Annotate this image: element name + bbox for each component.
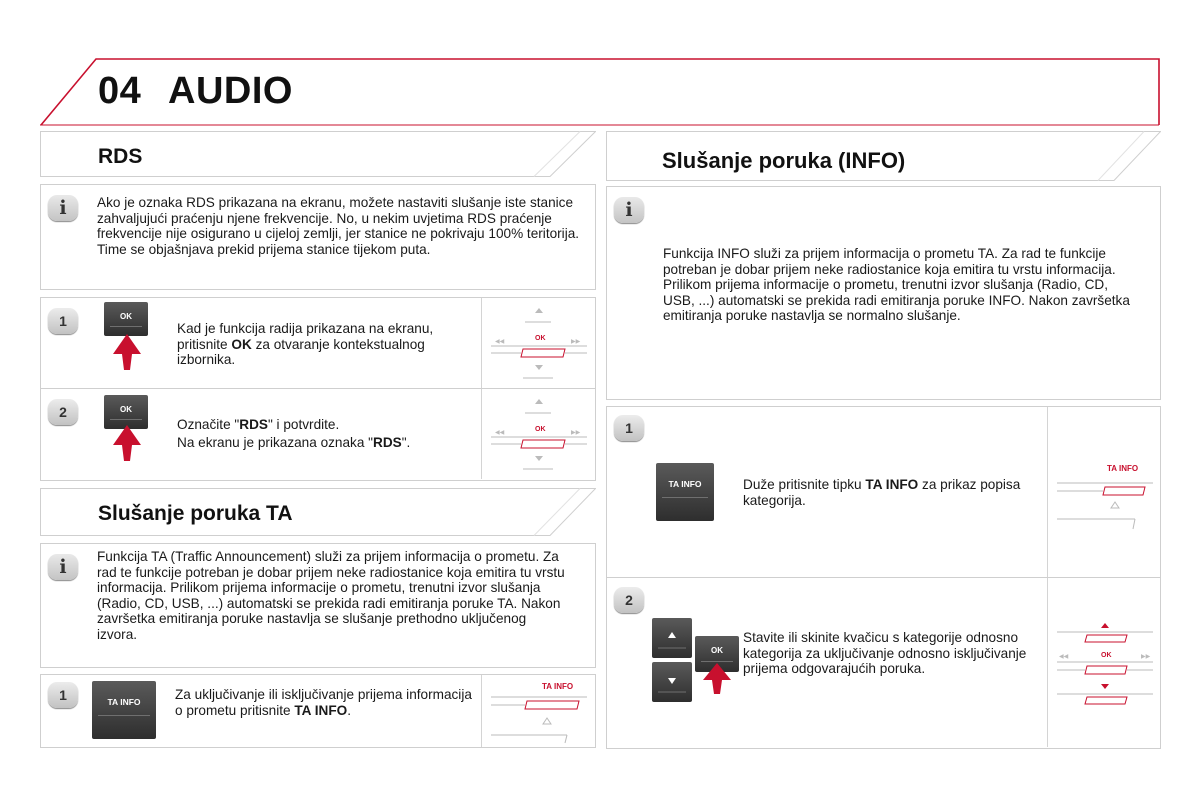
ok-button-label: OK (120, 312, 132, 321)
divider (481, 298, 482, 388)
rds-step-2-text (177, 416, 477, 452)
ok-display-diagram (487, 302, 591, 384)
svg-text:▶▶: ▶▶ (1141, 653, 1151, 660)
info-icon: i (614, 197, 644, 223)
press-arrow-icon (702, 662, 732, 696)
info-section-header (606, 131, 1161, 181)
ok-display-diagram (487, 393, 591, 475)
divider (481, 389, 482, 479)
up-arrow-icon (652, 618, 692, 658)
display-ok-label: OK (535, 426, 546, 433)
text-part: ". (401, 435, 411, 450)
ta-info-box (40, 543, 596, 668)
divider (481, 675, 482, 747)
rds-info-box (40, 184, 596, 290)
chapter-number: 04 (98, 70, 142, 112)
info-info-box (606, 186, 1161, 400)
rds-title: RDS (98, 145, 143, 168)
info-icon: i (48, 195, 78, 221)
rds-step-1 (40, 297, 596, 389)
info-step-1 (606, 406, 1161, 578)
step-number: 2 (48, 399, 78, 425)
up-button[interactable] (652, 618, 692, 658)
press-arrow-icon (112, 332, 142, 372)
info-step-1-text (743, 477, 1043, 508)
text-part: Kad je funkcija radija prikazana na ekranu, pritisnite (177, 321, 434, 352)
text-bold: RDS (373, 435, 402, 450)
ta-section-header (40, 488, 596, 536)
info-icon: i (48, 554, 78, 580)
text-part: za otvaranje kontekstualnog izbornika. (177, 336, 425, 368)
svg-text:◀◀: ◀◀ (1059, 653, 1069, 660)
button-edge (98, 715, 150, 716)
svg-text:◀◀: ◀◀ (495, 429, 505, 436)
text-part: Duže pritisnite tipku (743, 477, 866, 492)
info-title: Slušanje poruka (INFO) (662, 148, 906, 173)
ta-step-1-text (175, 687, 475, 718)
display-ok-label: OK (1101, 652, 1112, 659)
text-bold: TA INFO (294, 702, 348, 718)
button-edge (110, 419, 142, 420)
step-number: 2 (614, 587, 644, 613)
text-part: za prikaz popisa kategorija. (743, 477, 1021, 508)
ta-info-button-label: TA INFO (668, 479, 702, 489)
chapter-title: AUDIO (168, 70, 293, 112)
display-ta-info-label: TA INFO (1107, 464, 1139, 473)
text-part: Označite " (177, 417, 240, 432)
rds-step-1-text (177, 321, 447, 368)
ok-button-label: OK (711, 646, 723, 655)
svg-text:▶▶: ▶▶ (571, 338, 581, 345)
rds-step-2-line-1 (177, 416, 477, 434)
step-number: 1 (48, 682, 78, 708)
info-step-2-text: Stavite ili skinite kvačicu s kategorije odnosno kategorija za uključivanje odnosno isključivanje prijema odgovarajućih poruka. (743, 630, 1027, 677)
ta-info-button[interactable] (656, 463, 714, 521)
ok-button-label: OK (120, 405, 132, 414)
button-edge (662, 497, 708, 498)
text-part: Za uključivanje ili isključivanje prijema informacija o prometu pritisnite (175, 687, 472, 718)
step-number: 1 (48, 308, 78, 334)
text-part: Na ekranu je prikazana oznaka " (177, 435, 374, 450)
rds-info-text: Ako je oznaka RDS prikazana na ekranu, možete nastaviti slušanje iste stanice zahvaljujući praćenju njene frekvencije. No, u nekim uvjetima RDS praćenje frekvencije nije osigurano u cijeloj zemlji, jer stanice ne pokrivaju 100% teritorija. Time se objašnjava prekid prijema stanice tijekom puta. (97, 195, 580, 257)
chapter-header (40, 58, 1160, 126)
rds-step-2-line-2 (177, 434, 477, 452)
text-part: . (347, 702, 352, 718)
divider (1047, 407, 1048, 577)
info-info-text: Funkcija INFO služi za prijem informacija o prometu TA. Za rad te funkcije potreban je dobar prijem neke radiostanice koja emitira tu vrstu informacija. Prilikom prijema informacije o prometu, trenutni izvor slušanja (Radio, CD, USB, ...) automatski se prekida radi emitiranja poruke INFO. Nakon završetka emitiranja poruke nastavlja se normalno slušanje. (663, 246, 1130, 324)
divider (1047, 578, 1048, 747)
step-number: 1 (614, 415, 644, 441)
ta-info-text: Funkcija TA (Traffic Announcement) služi za prijem informacija o prometu. Za rad te funkcije potreban je dobar prijem neke radiostanice koja emitira tu vrstu informacija. Prilikom prijema informacije o prometu, trenutni izvor slušanja (Radio, CD, USB, ...) automatski se prekida radi emitiranja poruke TA. Nakon završetka emitiranja poruke nastavlja se slušanje prethodno uključenog izvora. (97, 549, 565, 642)
rds-step-2 (40, 389, 596, 481)
display-ta-info-label: TA INFO (542, 682, 574, 691)
button-edge (110, 326, 142, 327)
ok-display-diagram (1053, 618, 1157, 710)
text-bold: TA INFO (865, 477, 919, 492)
down-arrow-icon (652, 662, 692, 702)
display-ok-label: OK (535, 335, 546, 342)
rds-section-header (40, 131, 596, 177)
ok-button[interactable] (104, 302, 148, 336)
ta-info-button-label: TA INFO (107, 697, 141, 707)
down-button[interactable] (652, 662, 692, 702)
text-bold: RDS (239, 417, 268, 432)
ta-step-1 (40, 674, 596, 748)
ta-info-display-diagram (487, 679, 591, 745)
ta-info-button[interactable] (92, 681, 156, 739)
svg-text:◀◀: ◀◀ (495, 338, 505, 345)
ta-info-display-diagram (1053, 463, 1157, 533)
text-bold: OK (231, 336, 252, 352)
svg-text:▶▶: ▶▶ (571, 429, 581, 436)
text-part: " i potvrdite. (267, 417, 340, 432)
info-step-2 (606, 578, 1161, 749)
press-arrow-icon (112, 423, 142, 463)
ta-title: Slušanje poruka TA (98, 502, 293, 525)
